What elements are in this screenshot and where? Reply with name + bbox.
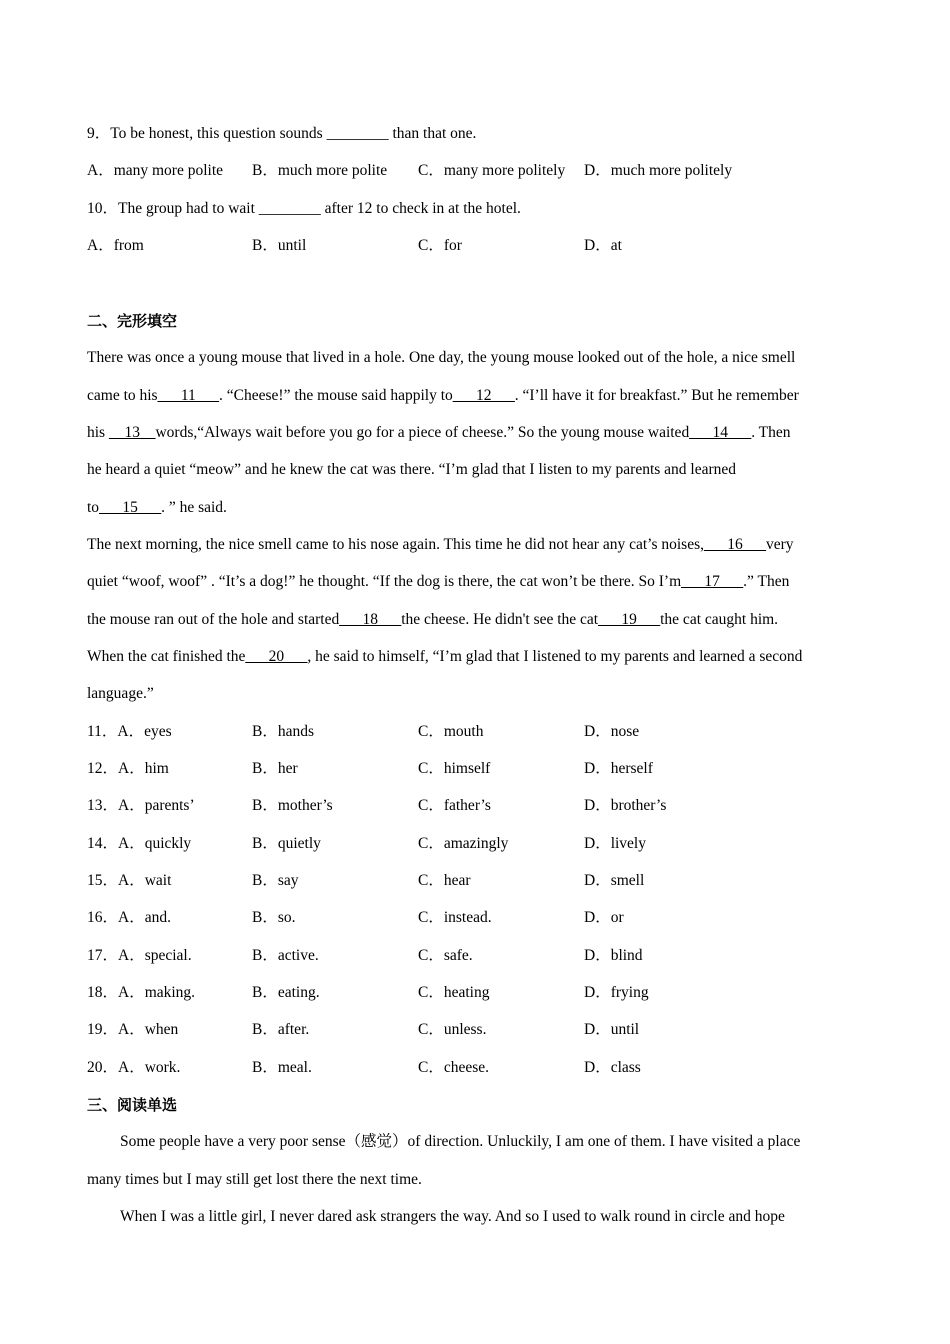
option-b: B．say [252, 872, 299, 889]
cloze-blank: ___20___ [245, 648, 308, 665]
option-b: B．quietly [252, 835, 321, 852]
option-c: C．mouth [418, 723, 484, 740]
cloze-line-1 [87, 348, 795, 368]
option-c: C．instead. [418, 909, 492, 926]
cloze-question-row [87, 796, 867, 816]
cloze-blank: ___14___ [689, 424, 752, 441]
cloze-line-2 [87, 386, 799, 406]
cloze-text: The next morning, the nice smell came to his nose again. This time he did not hear any cat’s noises, [87, 536, 704, 553]
cloze-question-row [87, 759, 867, 779]
option-a: 14．A．quickly [87, 835, 192, 852]
cloze-blank: ___18___ [339, 611, 402, 628]
reading-line-2: many times but I may still get lost there the next time. [87, 1171, 422, 1188]
section-2-title: 二、完形填空 [87, 312, 178, 330]
option-b: B．hands [252, 723, 315, 740]
cloze-text: very [765, 536, 794, 553]
option-c: C．heating [418, 984, 490, 1001]
cloze-blank: ___15___ [99, 499, 162, 516]
option-d: D．or [584, 909, 624, 926]
cloze-text: the mouse ran out of the hole and started [87, 611, 340, 628]
option-b: B．much more polite [252, 162, 388, 179]
option-d: D．brother’s [584, 797, 667, 814]
question-10-options [87, 236, 867, 256]
cloze-text: his [87, 424, 109, 441]
cloze-question-row [87, 871, 867, 891]
cloze-text: the cat caught him. [660, 611, 779, 628]
cloze-blank: ___11___ [157, 387, 220, 404]
cloze-text: . Then [751, 424, 791, 441]
option-a: 18．A．making. [87, 984, 196, 1001]
option-b: B．active. [252, 947, 319, 964]
cloze-text: There was once a young mouse that lived in a hole. One day, the young mouse looked out of the hole, a nice smell [87, 349, 796, 366]
reading-line-1: Some people have a very poor sense（感觉）of direction. Unluckily, I am one of them. I have visited a place [120, 1133, 801, 1150]
option-c: C．cheese. [418, 1059, 490, 1076]
option-c: C．for [418, 237, 462, 254]
cloze-line-10 [87, 684, 154, 704]
option-a: 16．A．and. [87, 909, 171, 926]
cloze-line-4 [87, 460, 736, 480]
option-d: D．until [584, 1021, 640, 1038]
cloze-blank: ___19___ [598, 611, 661, 628]
cloze-text: . ” he said. [161, 499, 227, 516]
option-a: 20．A．work. [87, 1059, 181, 1076]
question-9-options [87, 161, 867, 181]
option-a: 19．A．when [87, 1021, 179, 1038]
question-10-stem: 10．The group had to wait ________ after 12 to check in at the hotel. [87, 200, 521, 217]
option-a: 13．A．parents’ [87, 797, 195, 814]
option-d: D．herself [584, 760, 653, 777]
option-a: 12．A．him [87, 760, 169, 777]
cloze-blank: ___16___ [703, 536, 766, 553]
cloze-question-row [87, 722, 867, 742]
option-b: B．mother’s [252, 797, 333, 814]
option-b: B．until [252, 237, 307, 254]
cloze-text: to [87, 499, 100, 516]
cloze-question-row [87, 1058, 867, 1078]
cloze-line-5 [87, 498, 227, 518]
cloze-text: the cheese. He didn't see the cat [401, 611, 599, 628]
option-c: C．unless. [418, 1021, 487, 1038]
cloze-blank: ___17___ [681, 573, 744, 590]
cloze-text: , he said to himself, “I’m glad that I listened to my parents and learned a second [307, 648, 803, 665]
option-d: D．blind [584, 947, 643, 964]
option-d: D．frying [584, 984, 649, 1001]
option-b: B．so. [252, 909, 296, 926]
option-c: C．hear [418, 872, 471, 889]
cloze-blank: ___12___ [452, 387, 515, 404]
cloze-question-row [87, 946, 867, 966]
section-3-title: 三、阅读单选 [87, 1096, 178, 1114]
option-c: C．amazingly [418, 835, 509, 852]
option-b: B．after. [252, 1021, 310, 1038]
cloze-question-row [87, 983, 867, 1003]
option-d: D．nose [584, 723, 640, 740]
cloze-text: . “I’ll have it for breakfast.” But he remember [514, 387, 799, 404]
option-a: 17．A．special. [87, 947, 192, 964]
option-b: B．her [252, 760, 298, 777]
cloze-text: .” Then [743, 573, 790, 590]
option-b: B．eating. [252, 984, 320, 1001]
cloze-line-8 [87, 610, 778, 630]
cloze-text: he heard a quiet “meow” and he knew the cat was there. “I’m glad that I listen to my parents and learned [87, 461, 737, 478]
option-d: D．at [584, 237, 622, 254]
cloze-text: came to his [87, 387, 158, 404]
option-a: 15．A．wait [87, 872, 172, 889]
cloze-question-row [87, 908, 867, 928]
cloze-line-3 [87, 423, 791, 443]
option-c: C．many more politely [418, 162, 566, 179]
option-c: C．safe. [418, 947, 473, 964]
option-a: A．from [87, 237, 144, 254]
cloze-text: words,“Always wait before you go for a piece of cheese.” So the young mouse waited [155, 424, 690, 441]
option-c: C．himself [418, 760, 491, 777]
cloze-text: language.” [87, 685, 154, 702]
option-b: B．meal. [252, 1059, 312, 1076]
option-d: D．lively [584, 835, 646, 852]
cloze-blank: __13__ [108, 424, 156, 441]
option-c: C．father’s [418, 797, 491, 814]
option-d: D．smell [584, 872, 645, 889]
cloze-line-7 [87, 572, 789, 592]
cloze-line-6 [87, 535, 794, 555]
cloze-text: quiet “woof, woof” . “It’s a dog!” he thought. “If the dog is there, the cat won’t be there. So I’m [87, 573, 682, 590]
cloze-text: . “Cheese!” the mouse said happily to [219, 387, 453, 404]
option-d: D．much more politely [584, 162, 733, 179]
option-a: A．many more polite [87, 162, 224, 179]
reading-line-3: When I was a little girl, I never dared ask strangers the way. And so I used to walk round in circle and hope [120, 1208, 785, 1225]
cloze-text: When the cat finished the [87, 648, 246, 665]
cloze-question-row [87, 834, 867, 854]
question-9-stem: 9．To be honest, this question sounds ________ than that one. [87, 125, 477, 142]
cloze-line-9 [87, 647, 802, 667]
cloze-question-row [87, 1020, 867, 1040]
option-d: D．class [584, 1059, 641, 1076]
option-a: 11．A．eyes [87, 723, 172, 740]
